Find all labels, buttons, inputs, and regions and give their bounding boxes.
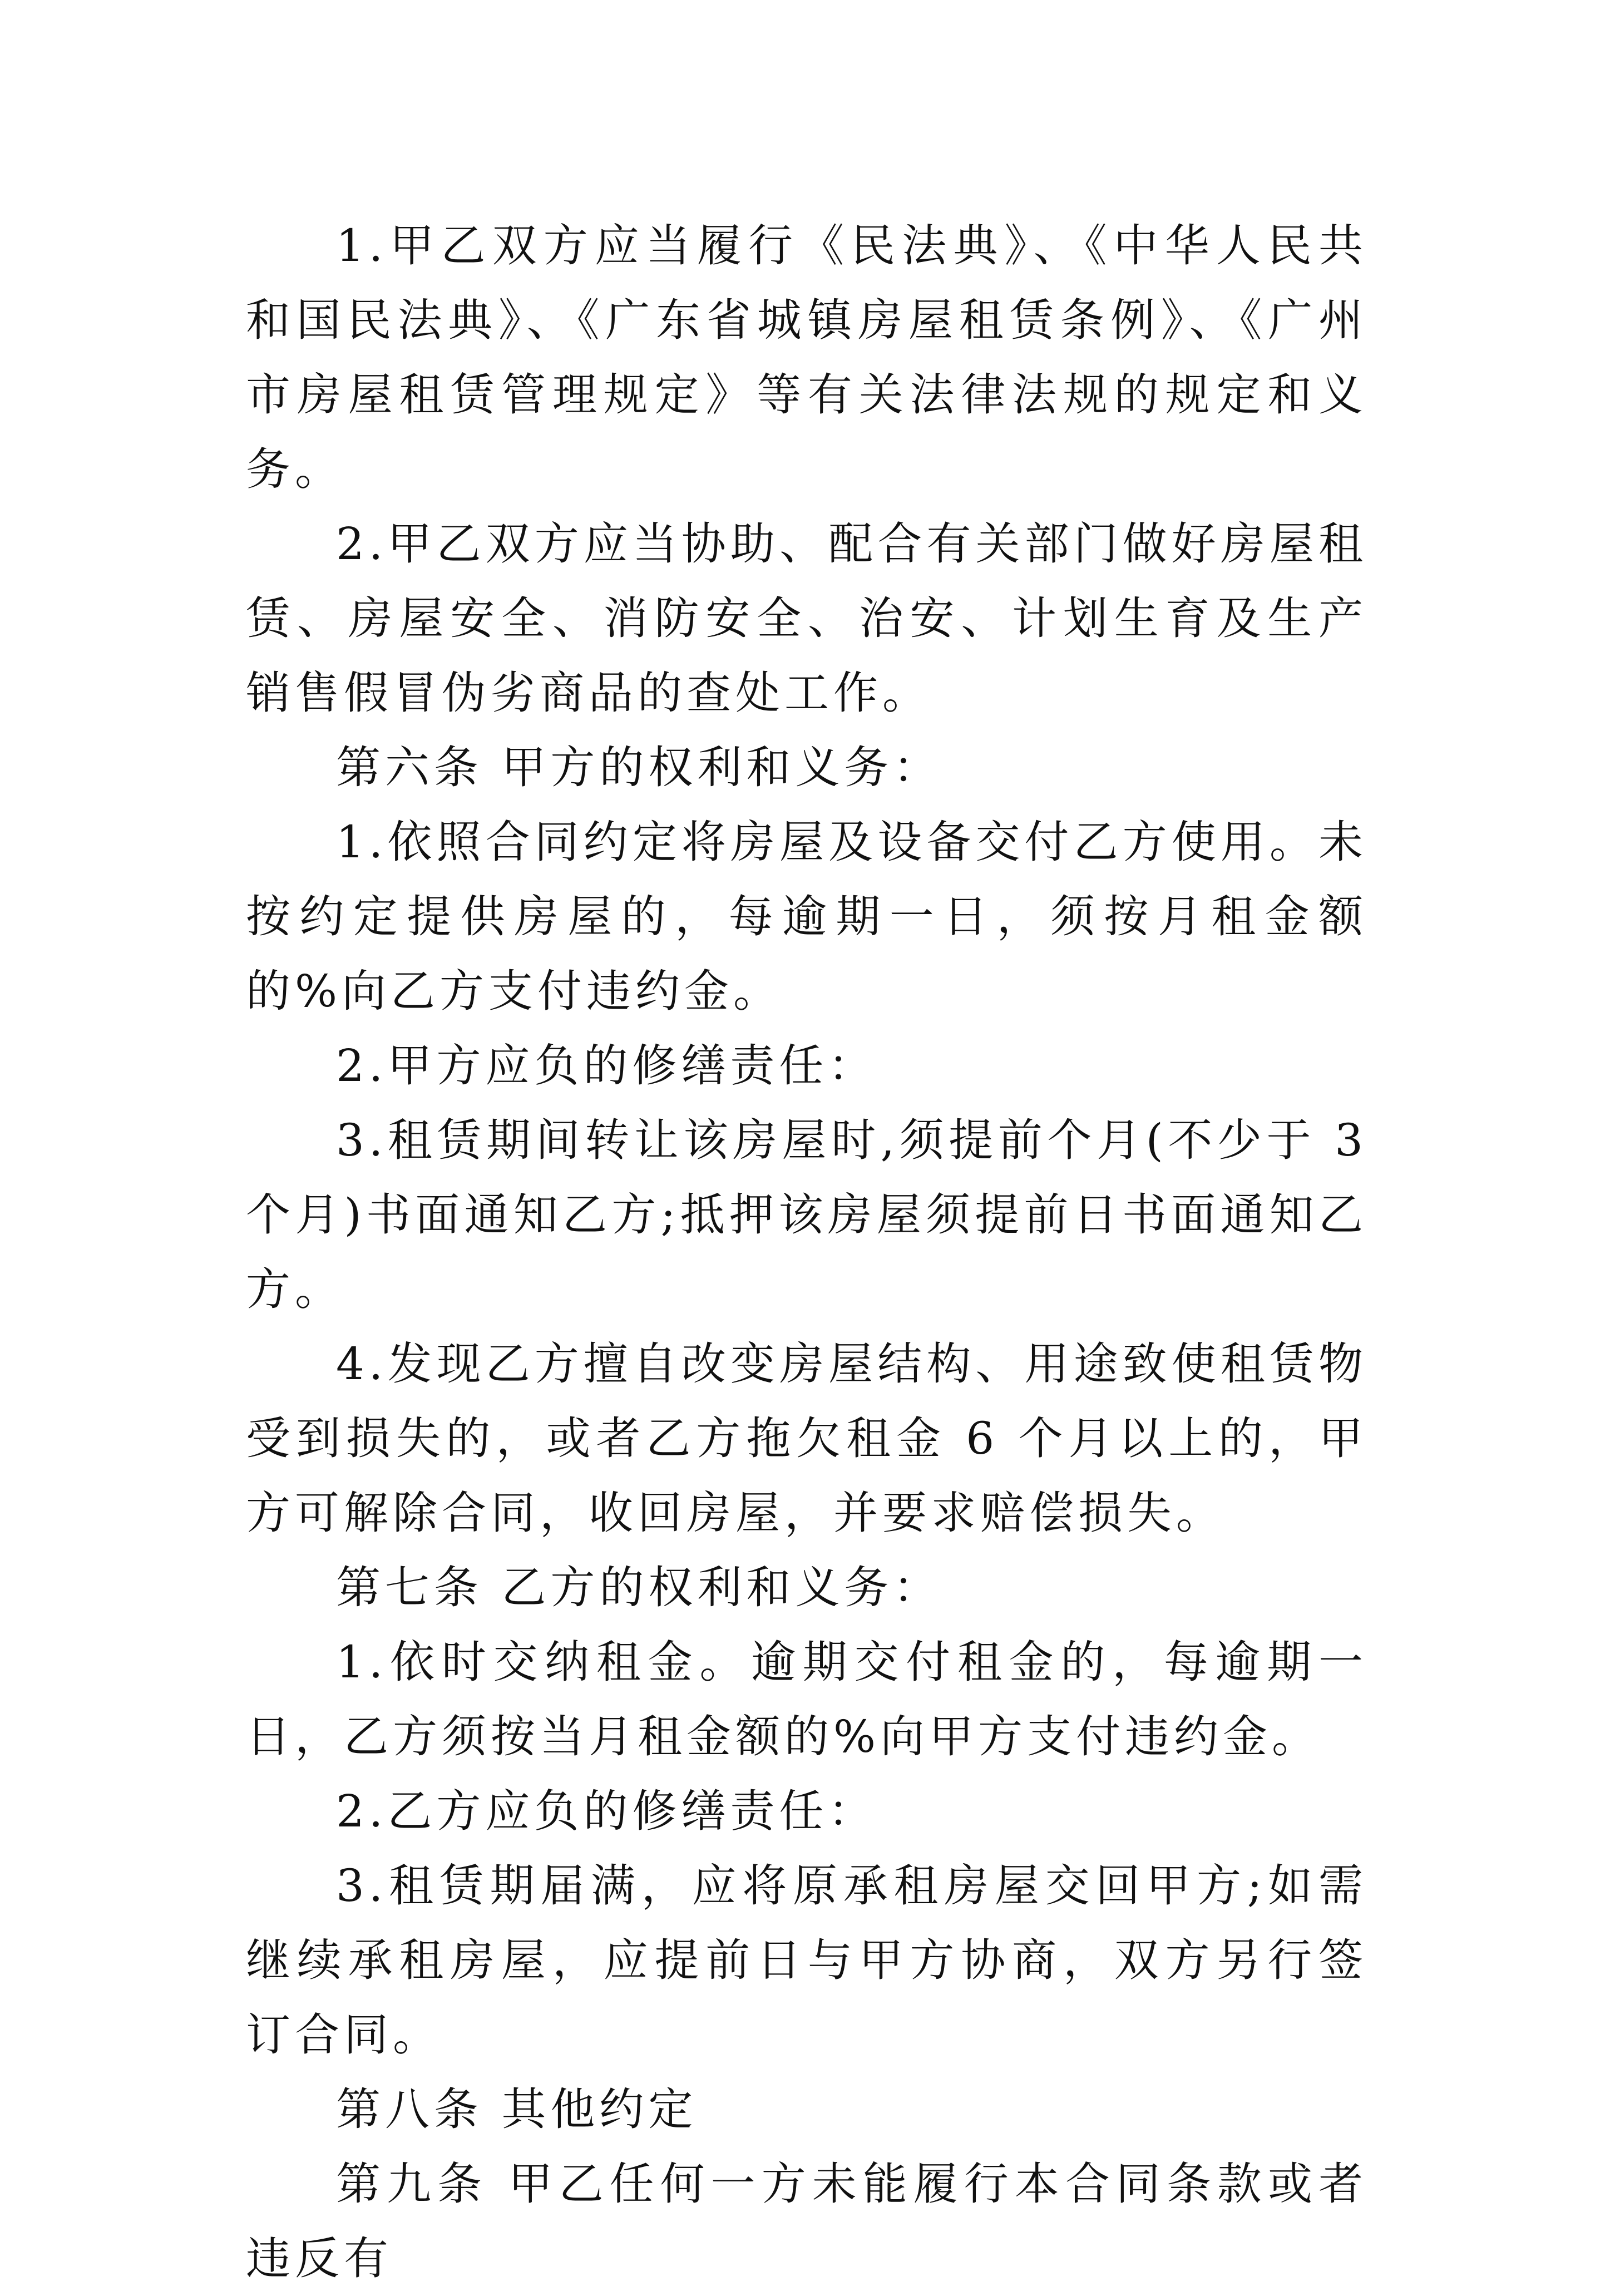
clause-paragraph: 2.甲乙双方应当协助、配合有关部门做好房屋租赁、房屋安全、消防安全、治安、计划生育及生产销售假冒伪劣商品的查处工作。 <box>246 518 1367 719</box>
article-heading: 第七条 乙方的权利和义务： <box>336 1562 942 1613</box>
document-body <box>246 209 1367 2296</box>
clause-paragraph: 1.甲乙双方应当履行《民法典》、《中华人民共和国民法典》、《广东省城镇房屋租赁条例》、《广州市房屋租赁管理规定》等有关法律法规的规定和义务。 <box>246 220 1367 495</box>
clause-paragraph: 1.依照合同约定将房屋及设备交付乙方使用。未按约定提供房屋的，每逾期一日，须按月租金额的%向乙方支付违约金。 <box>246 816 1367 1017</box>
article-heading: 第九条 甲乙任何一方未能履行本合同条款或者违反有 <box>246 2158 1367 2284</box>
clause-paragraph: 3.租赁期间转让该房屋时,须提前个月(不少于 3 个月)书面通知乙方;抵押该房屋须提前日书面通知乙方。 <box>246 1114 1367 1315</box>
clause-paragraph: 4.发现乙方擅自改变房屋结构、用途致使租赁物受到损失的，或者乙方拖欠租金 6 个月以上的，甲方可解除合同，收回房屋，并要求赔偿损失。 <box>246 1338 1367 1539</box>
clause-paragraph: 1.依时交纳租金。逾期交付租金的，每逾期一日，乙方须按当月租金额的%向甲方支付违约金。 <box>246 1636 1367 1762</box>
clause-paragraph: 3.租赁期届满，应将原承租房屋交回甲方;如需继续承租房屋，应提前日与甲方协商，双方另行签订合同。 <box>246 1860 1367 2061</box>
clause-paragraph: 2.甲方应负的修缮责任： <box>336 1040 877 1092</box>
article-heading: 第八条 其他约定 <box>336 2083 698 2135</box>
article-heading: 第六条 甲方的权利和义务： <box>336 742 942 793</box>
clause-paragraph: 2.乙方应负的修缮责任： <box>336 1785 877 1837</box>
